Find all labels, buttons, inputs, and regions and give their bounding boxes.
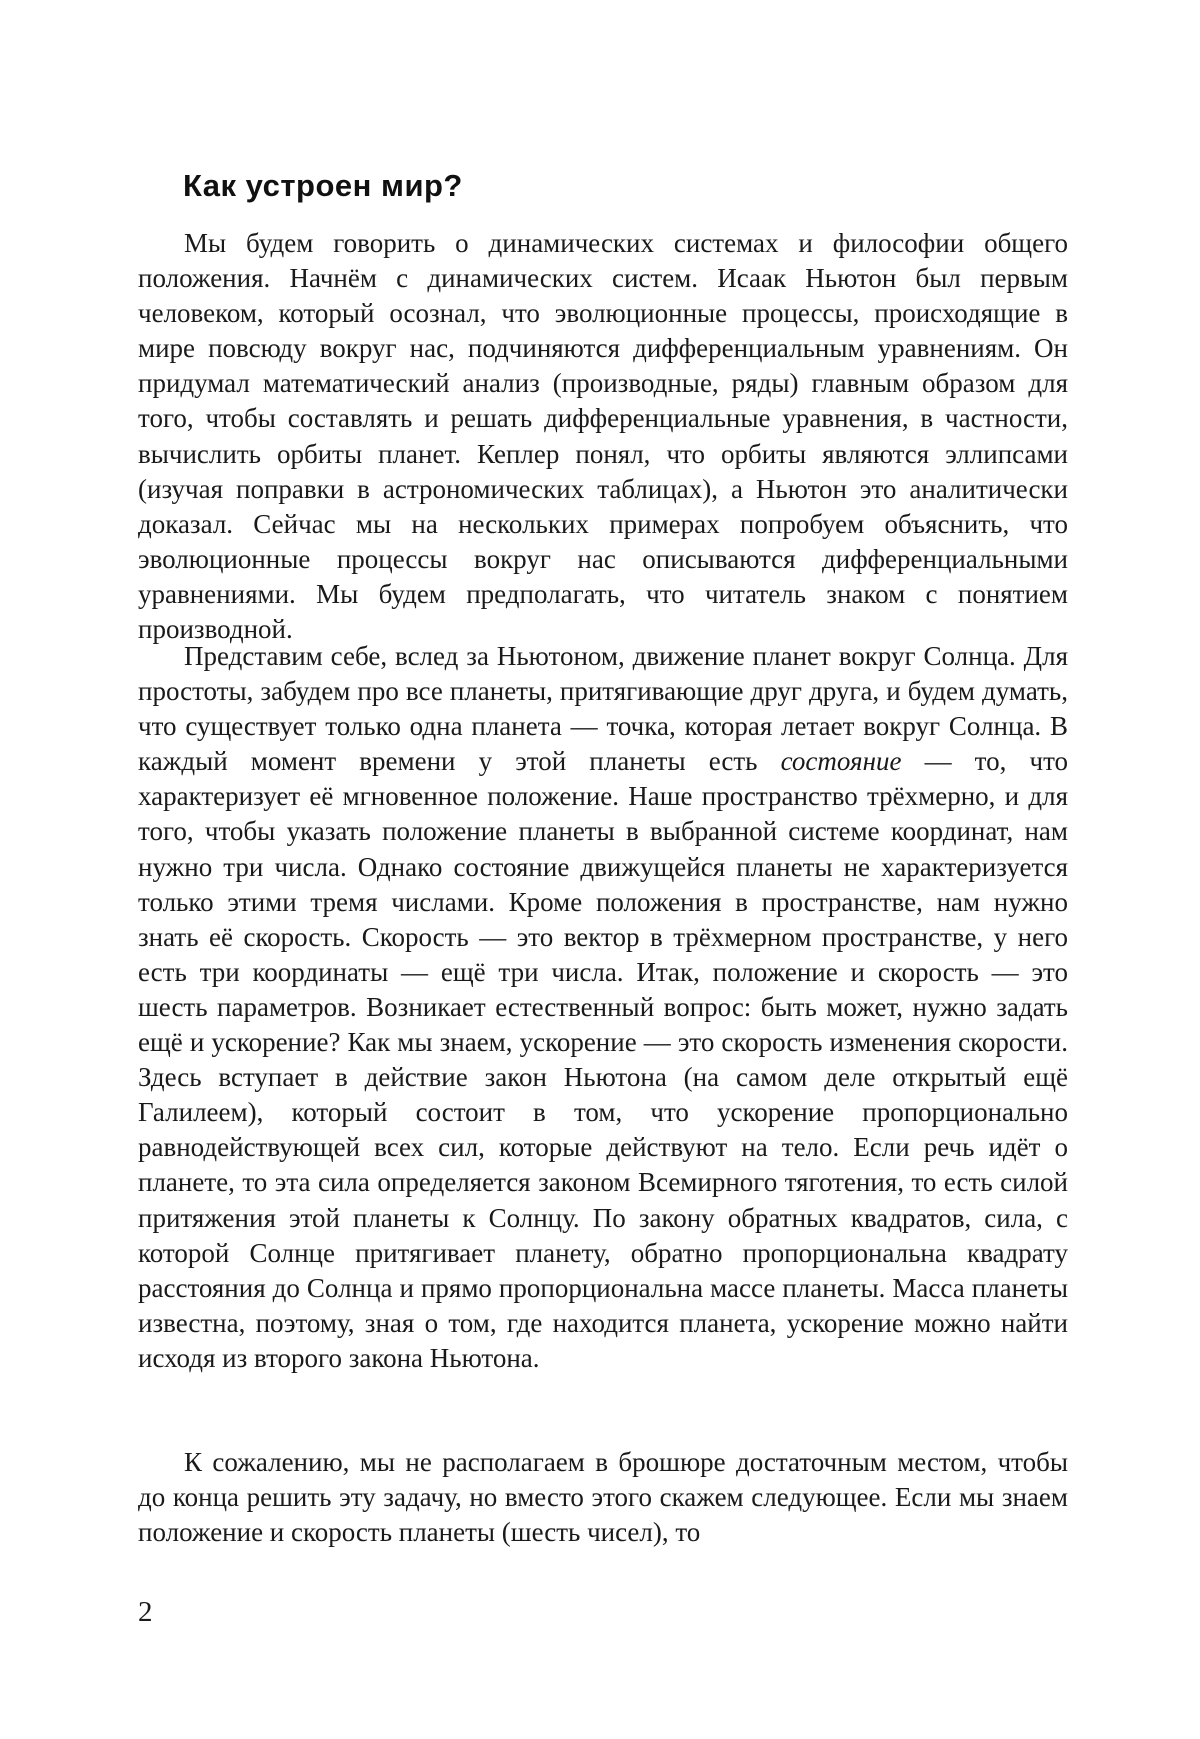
paragraph-dynamical-systems: Мы будем говорить о динамических системах и философии общего положения. Начнём с динамических систем. Исаак Ньютон был первым человеком, который осознал, что эволюционные процессы, происходящие в мире повсюду вокруг нас, подчиняются дифференциальным уравнениям. Он придумал математический анализ (производные, ряды) главным образом для того, чтобы составлять и решать дифференциальные уравнения, в частности, вычислить орбиты планет. Кеплер понял, что орбиты являются эллипсами (изучая поправки в астрономических таблицах), а Ньютон это аналитически доказал. Сейчас мы на нескольких примерах попробуем объяснить, что эволюционные процессы вокруг нас описываются дифференциальными уравнениями. Мы будем предполагать, что читатель знаком с понятием производной. (138, 226, 1068, 639)
book-page (0, 0, 1200, 1739)
emphasis-term-state: состояние (781, 746, 902, 776)
section-heading: Как устроен мир? (183, 168, 463, 204)
paragraph-text-start: Представим себе, вслед за Ньютоном, движение планет вокруг Солнца. Для простоты, забудем про все планеты, притягивающие друг друга, и будем думать, что существует только одна планета — точка, которая летает вокруг Солнца. В каждый момент времени у этой планеты есть (138, 641, 1068, 776)
paragraph-continuation: К сожалению, мы не располагаем в брошюре достаточным местом, чтобы до конца решить эту задачу, но вместо этого скажем следующее. Если мы знаем положение и скорость планеты (шесть чисел), то (138, 1445, 1068, 1555)
paragraph-planet-motion (138, 639, 1068, 1445)
paragraph-text-end: — то, что характеризует её мгновенное положение. Наше пространство трёхмерно, и для того, чтобы указать положение планеты в выбранной системе координат, нам нужно три числа. Однако состояние движущейся планеты не характеризуется только этими тремя числами. Кроме положения в пространстве, нам нужно знать её скорость. Скорость — это вектор в трёхмерном пространстве, у него есть три координаты — ещё три числа. Итак, положение и скорость — это шесть параметров. Возникает естественный вопрос: быть может, нужно задать ещё и ускорение? Как мы знаем, ускорение — это скорость изменения скорости. Здесь вступает в действие закон Ньютона (на самом деле открытый ещё Галилеем), который состоит в том, что ускорение пропорционально равнодействующей всех сил, которые действуют на тело. Если речь идёт о планете, то эта сила определяется законом Всемирного тяготения, то есть силой притяжения этой планеты к Солнцу. По закону обратных квадратов, сила, с которой Солнце притягивает планету, обратно пропорциональна квадрату расстояния до Солнца и прямо пропорциональна массе планеты. Масса планеты известна, поэтому, зная о том, где находится планета, ускорение можно найти исходя из второго закона Ньютона. (138, 746, 1068, 1373)
page-number: 2 (138, 1596, 153, 1629)
body-text (138, 226, 1068, 1555)
